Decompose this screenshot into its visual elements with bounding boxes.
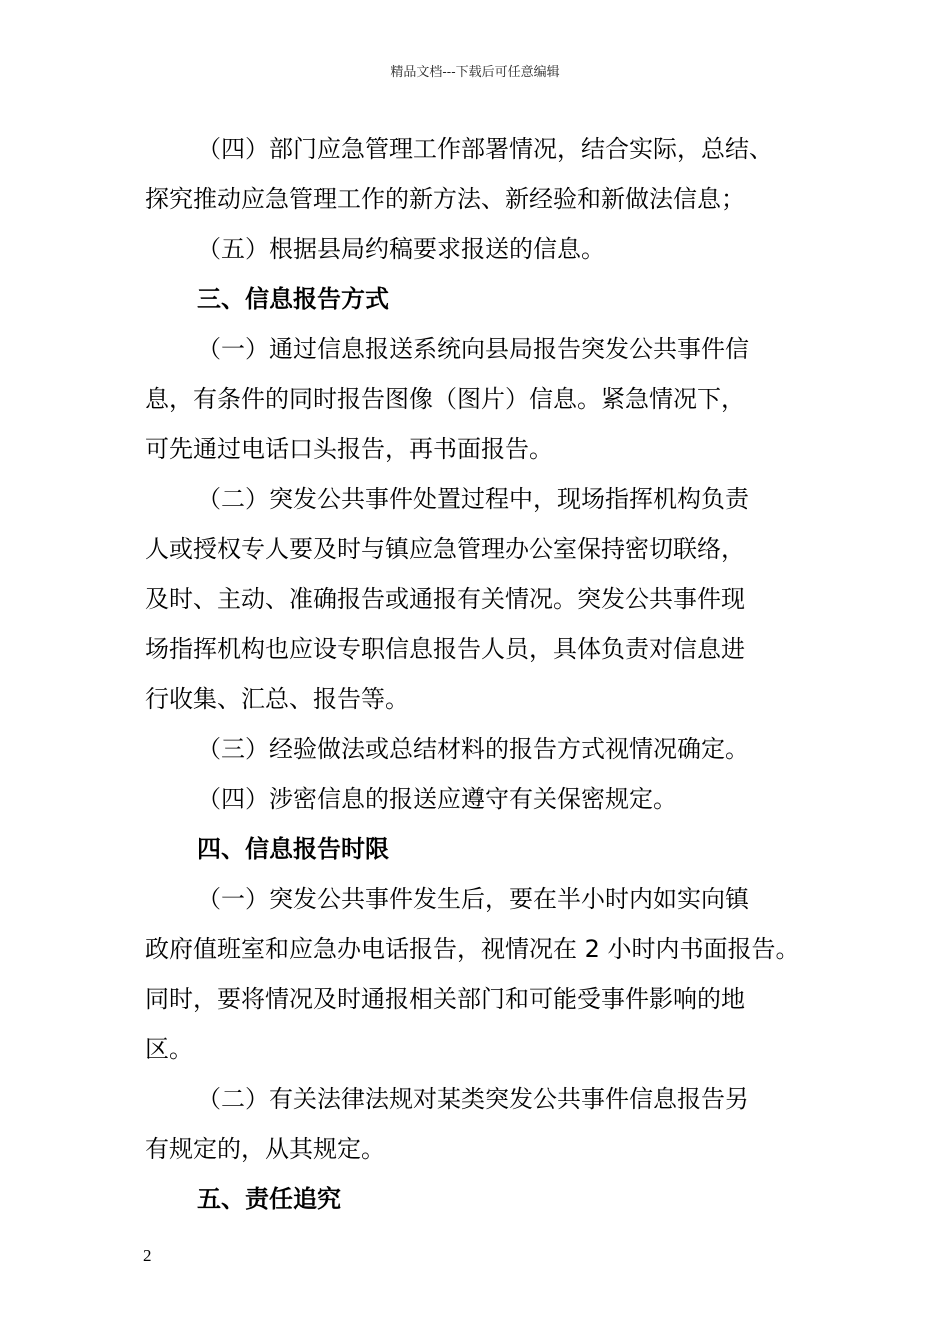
paragraph-line: 行收集、汇总、报告等。 (145, 685, 409, 713)
page-header: 精品文档---下载后可任意编辑 (390, 65, 560, 80)
paragraph-line: （五）根据县局约稿要求报送的信息。 (197, 235, 605, 263)
paragraph-line: （一）突发公共事件发生后，要在半小时内如实向镇 (197, 885, 749, 913)
paragraph-line: 及时、主动、准确报告或通报有关情况。突发公共事件现 (145, 585, 745, 613)
paragraph-line: 政府值班室和应急办电话报告，视情况在 2 小时内书面报告。 (145, 935, 800, 963)
paragraph-line: 场指挥机构也应设专职信息报告人员，具体负责对信息进 (145, 635, 745, 663)
document-body (145, 124, 845, 1224)
paragraph-line: （二）突发公共事件处置过程中，现场指挥机构负责 (197, 485, 749, 513)
paragraph-line: 人或授权专人要及时与镇应急管理办公室保持密切联络， (145, 535, 745, 563)
paragraph-line: 同时，要将情况及时通报相关部门和可能受事件影响的地 (145, 985, 745, 1013)
section-heading: 四、信息报告时限 (197, 835, 389, 863)
paragraph-line: （二）有关法律法规对某类突发公共事件信息报告另 (197, 1085, 749, 1113)
paragraph-line: 有规定的，从其规定。 (145, 1135, 385, 1163)
paragraph-line: 可先通过电话口头报告，再书面报告。 (145, 435, 553, 463)
paragraph-line: （四）部门应急管理工作部署情况，结合实际，总结、 (197, 135, 773, 163)
page-number: 2 (143, 1246, 152, 1265)
section-heading: 五、责任追究 (197, 1185, 341, 1213)
paragraph-line: （四）涉密信息的报送应遵守有关保密规定。 (197, 785, 677, 813)
paragraph-line: （一）通过信息报送系统向县局报告突发公共事件信 (197, 335, 749, 363)
section-heading: 三、信息报告方式 (197, 285, 389, 313)
paragraph-line: 区。 (145, 1035, 193, 1063)
paragraph-line: （三）经验做法或总结材料的报告方式视情况确定。 (197, 735, 749, 763)
paragraph-line: 息，有条件的同时报告图像（图片）信息。紧急情况下， (145, 385, 745, 413)
paragraph-line: 探究推动应急管理工作的新方法、新经验和新做法信息； (145, 185, 745, 213)
